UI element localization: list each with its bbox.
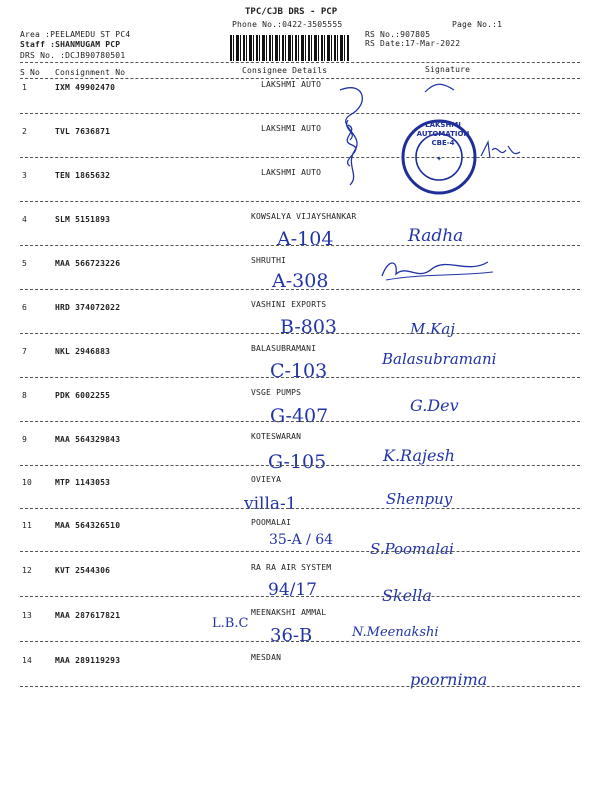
- row-consignment-no: MAA 564329843: [55, 435, 121, 444]
- drs-number: DRS No. :DCJB90780501: [20, 51, 126, 60]
- row-divider: [20, 686, 580, 687]
- row-sno: 7: [22, 347, 28, 356]
- row-consignment-no: SLM 5151893: [55, 215, 111, 224]
- row-sno: 14: [22, 656, 33, 665]
- row-consignee: MESDAN: [251, 653, 282, 662]
- row-signature: Balasubramani: [382, 350, 497, 368]
- row-sno: 6: [22, 303, 28, 312]
- row-flat-number: A-308: [272, 270, 329, 292]
- row-divider: [20, 377, 580, 378]
- header-divider: [20, 62, 580, 63]
- row-consignment-no: MAA 566723226: [55, 259, 121, 268]
- row-consignee: VSGE PUMPS: [251, 388, 302, 397]
- row-sno: 12: [22, 566, 33, 575]
- row-consignment-no: IXM 49902470: [55, 83, 116, 92]
- row-consignment-no: PDK 6002255: [55, 391, 111, 400]
- stamp-text: LAKSHMI AUTOMATION CBE-4: [416, 121, 470, 147]
- row-divider: [20, 113, 580, 114]
- row-consignee: SHRUTHI: [251, 256, 287, 265]
- rs-number: RS No.:907805: [365, 30, 431, 39]
- row-flat-number: 35-A / 64: [269, 532, 334, 548]
- row-consignment-no: MAA 564326510: [55, 521, 121, 530]
- row-flat-number: A-104: [277, 228, 334, 250]
- row-consignee: LAKSHMI AUTO: [261, 80, 322, 89]
- row-sno: 10: [22, 478, 33, 487]
- row-consignee: VASHINI EXPORTS: [251, 300, 327, 309]
- row-signature: N.Meenakshi: [352, 625, 439, 640]
- row-consignment-no: KVT 2544306: [55, 566, 111, 575]
- row-sno: 8: [22, 391, 28, 400]
- row-divider: [20, 289, 580, 290]
- row-consignee: POOMALAI: [251, 518, 292, 527]
- row-divider: [20, 465, 580, 466]
- row-signature: G.Dev: [410, 396, 459, 415]
- row-divider: [20, 333, 580, 334]
- row-divider: [20, 596, 580, 597]
- signature-scribble-2: [330, 120, 370, 170]
- row-flat-number: villa-1: [244, 494, 297, 514]
- row-consignee: KOTESWARAN: [251, 432, 302, 441]
- row-divider: [20, 551, 580, 552]
- col-signature: Signature: [425, 65, 471, 74]
- row-consignee: MEENAKSHI AMMAL: [251, 608, 327, 617]
- row-signature: Skella: [382, 586, 432, 605]
- barcode: [230, 35, 350, 61]
- row-sno: 1: [22, 83, 28, 92]
- row-consignee: LAKSHMI AUTO: [261, 168, 322, 177]
- row-consignment-no: TVL 7636871: [55, 127, 111, 136]
- signature-scribble-3: [478, 138, 523, 163]
- svg-text:✦: ✦: [436, 155, 442, 163]
- document-title: TPC/CJB DRS - PCP: [245, 7, 338, 17]
- row-sno: 9: [22, 435, 28, 444]
- row-flat-number: 94/17: [268, 580, 317, 600]
- row-consignment-no: TEN 1865632: [55, 171, 111, 180]
- page-number: Page No.:1: [452, 20, 503, 29]
- row-sno: 2: [22, 127, 28, 136]
- row-consignee: KOWSALYA VIJAYSHANKAR: [251, 212, 357, 221]
- signature-scribble-5: [378, 254, 498, 284]
- margin-note: L.B.C: [212, 616, 249, 631]
- row-sno: 13: [22, 611, 33, 620]
- col-consignee: Consignee Details: [242, 66, 328, 75]
- row-divider: [20, 201, 580, 202]
- row-divider: [20, 508, 580, 509]
- row-flat-number: C-103: [270, 360, 328, 382]
- row-consignee: RA RA AIR SYSTEM: [251, 563, 332, 572]
- row-signature: Shenpuy: [386, 490, 453, 508]
- area: Area :PEELAMEDU ST PC4: [20, 30, 131, 39]
- row-consignee: LAKSHMI AUTO: [261, 124, 322, 133]
- row-divider: [20, 641, 580, 642]
- row-flat-number: G-105: [268, 451, 327, 473]
- row-sno: 3: [22, 171, 28, 180]
- col-consignment: Consignment No: [55, 68, 126, 77]
- row-consignment-no: HRD 374072022: [55, 303, 121, 312]
- staff: Staff :SHANMUGAM PCP: [20, 40, 121, 49]
- row-consignment-no: MAA 289119293: [55, 656, 121, 665]
- signature-tick: [420, 80, 460, 100]
- row-signature: M.Kaj: [410, 320, 455, 338]
- row-signature: poornima: [410, 670, 488, 689]
- row-signature: Radha: [408, 226, 464, 246]
- row-flat-number: G-407: [270, 405, 329, 427]
- row-sno: 4: [22, 215, 28, 224]
- row-signature: S.Poomalai: [370, 540, 454, 558]
- row-consignment-no: NKL 2946883: [55, 347, 111, 356]
- row-consignee: BALASUBRAMANI: [251, 344, 317, 353]
- row-sno: 11: [22, 521, 33, 530]
- row-divider: [20, 421, 580, 422]
- row-consignee: OVIEYA: [251, 475, 282, 484]
- row-consignment-no: MTP 1143053: [55, 478, 111, 487]
- row-signature: K.Rajesh: [383, 446, 455, 465]
- row-consignment-no: MAA 287617821: [55, 611, 121, 620]
- row-flat-number: 36-B: [270, 625, 313, 646]
- phone-number: Phone No.:0422-3505555: [232, 20, 343, 29]
- row-sno: 5: [22, 259, 28, 268]
- row-divider: [20, 245, 580, 246]
- rs-date: RS Date:17-Mar-2022: [365, 39, 461, 48]
- col-sno: S No: [20, 68, 41, 77]
- row-flat-number: B-803: [280, 316, 337, 338]
- header-divider: [20, 78, 580, 79]
